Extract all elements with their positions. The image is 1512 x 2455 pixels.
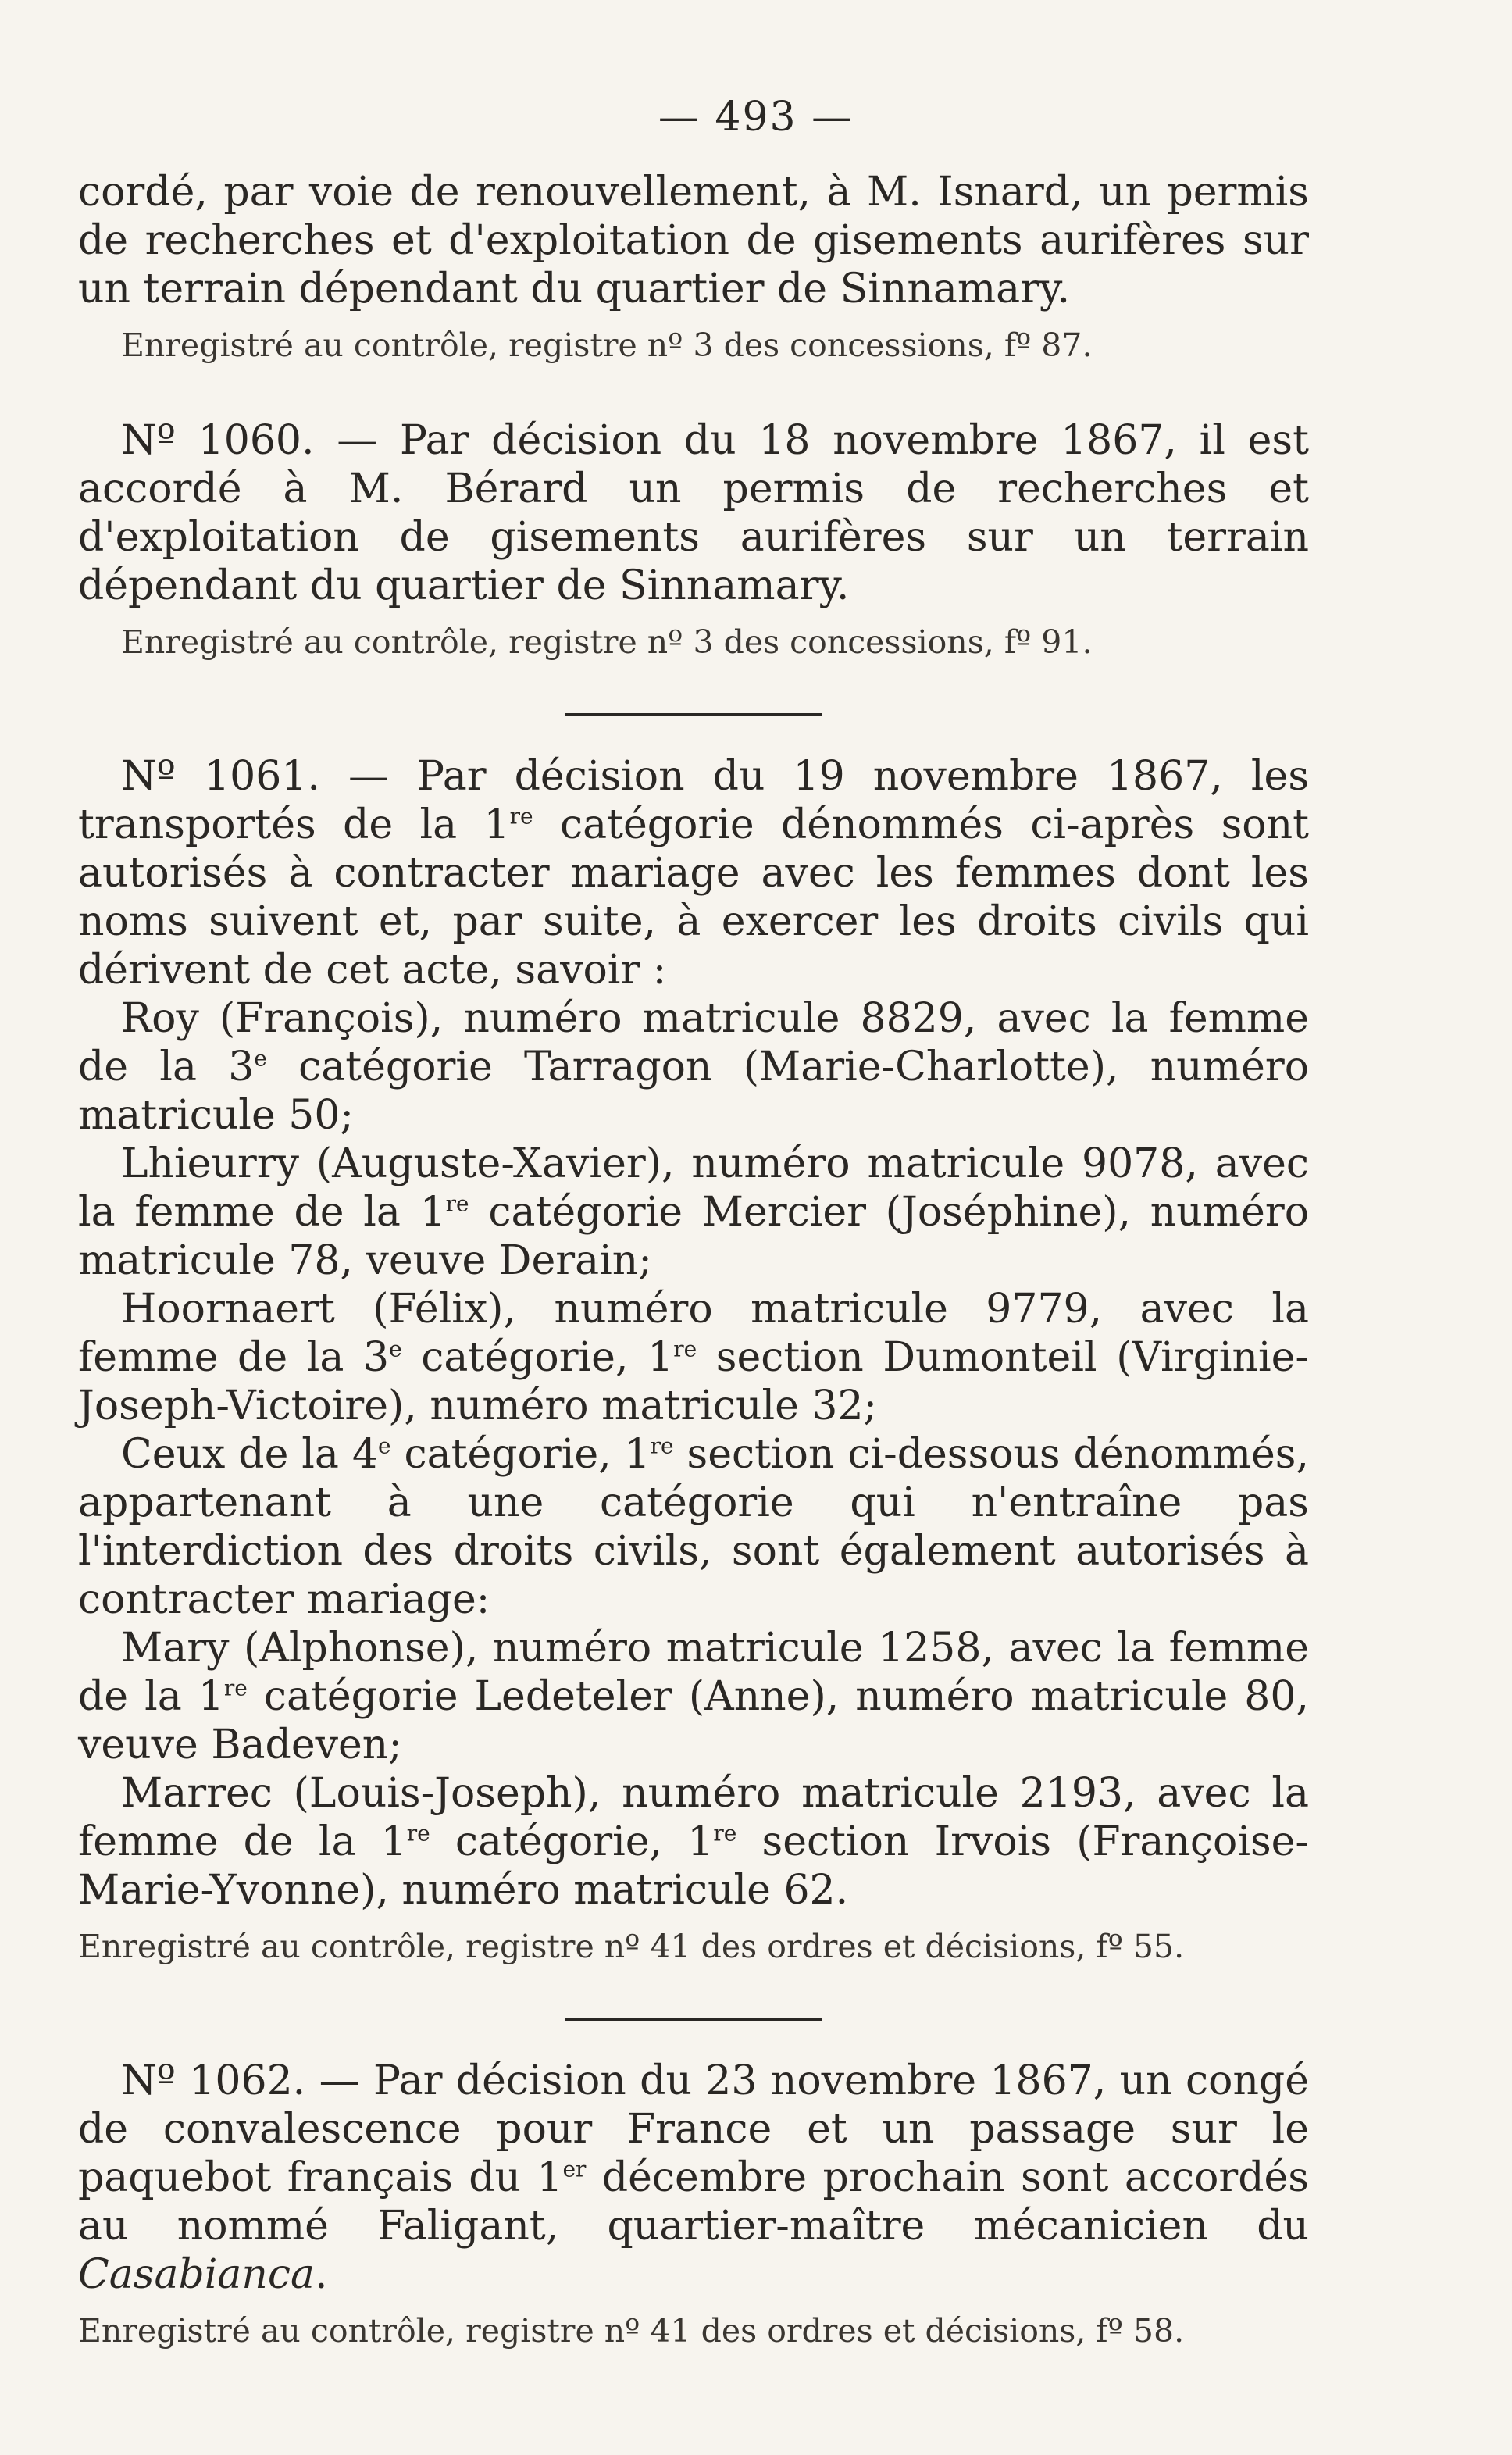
superscript: re: [406, 1820, 430, 1847]
item-text: Roy (François), numéro matricule 8829, avec la femme de la 3: [78, 995, 1309, 1090]
entry-1061: [78, 752, 1309, 994]
item-text-end: section Irvois (Françoise-Marie-Yvonne), numéro matricule 62.: [78, 1818, 1309, 1914]
entry-1060: Nº 1060. — Par décision du 18 novembre 1867, il est accordé à M. Bérard un permis de recherches et d'exploitation de gisements aurifères sur un terrain dépendant du quartier de Sinnamary.: [78, 417, 1309, 609]
entry-1061-text: Nº 1061. — Par décision du 19 novembre 1867, les transportés de la 1: [78, 753, 1309, 848]
superscript: e: [254, 1045, 267, 1072]
marriage-item-hoornaert: [78, 1285, 1309, 1430]
section-divider: [565, 713, 822, 716]
section-divider: [565, 2018, 822, 2021]
paragraph-gap: [78, 369, 1309, 416]
entry-1062-text-end: .: [315, 2251, 328, 2298]
superscript: re: [509, 803, 533, 830]
registration-note: Enregistré au contrôle, registre nº 3 des concessions, fº 91.: [121, 623, 1093, 661]
item-text-cont: catégorie Tarragon (Marie-Charlotte), numéro matricule 50;: [78, 1044, 1309, 1139]
item-text-cont: catégorie, 1: [401, 1334, 674, 1381]
superscript: re: [223, 1675, 248, 1701]
superscript: er: [562, 2156, 587, 2182]
item-text-cont: catégorie, 1: [430, 1818, 714, 1865]
item-text: Lhieurry (Auguste-Xavier), numéro matricule 9078, avec la femme de la 1: [78, 1140, 1309, 1236]
item-text: Ceux de la 4: [121, 1431, 378, 1478]
marriage-item-marrec: [78, 1769, 1309, 1914]
ship-name: Casabianca: [78, 2251, 316, 2298]
item-text: Mary (Alphonse), numéro matricule 1258, avec la femme de la 1: [78, 1625, 1309, 1720]
entry-1061-text-cont: catégorie dénommés ci-après sont autorisés à contracter mariage avec les femmes dont les noms suivent et, par suite, à exercer les droits civils qui dérivent de cet acte, savoir :: [78, 801, 1309, 994]
item-text-cont: catégorie, 1: [390, 1431, 651, 1478]
marriage-item-lhieurry: [78, 1140, 1309, 1285]
entry-1062: [78, 2057, 1309, 2299]
registration-note: Enregistré au contrôle, registre nº 41 des ordres et décisions, fº 55.: [78, 1928, 1185, 1965]
item-text: Hoornaert (Félix), numéro matricule 9779, avec la femme de la 3: [78, 1286, 1309, 1381]
superscript: re: [673, 1336, 697, 1362]
item-text: Marrec (Louis-Joseph), numéro matricule 2193, avec la femme de la 1: [78, 1770, 1309, 1865]
page-number: — 493 —: [658, 94, 854, 141]
text-column: [78, 168, 1309, 2355]
item-text-end: section Dumonteil (Virginie-Joseph-Victoire), numéro matricule 32;: [78, 1334, 1309, 1429]
category-4-intro: [78, 1430, 1309, 1624]
superscript: re: [713, 1820, 737, 1847]
entry-1062-text: Nº 1062. — Par décision du 23 novembre 1867, un congé de convalescence pour France et un passage sur le paquebot français du 1: [78, 2057, 1309, 2201]
superscript: e: [377, 1433, 391, 1459]
item-text-end: section ci-dessous dénommés, appartenant à une catégorie qui n'entraîne pas l'interdiction des droits civils, sont également autorisés à contracter mariage:: [78, 1431, 1309, 1623]
registration-note: Enregistré au contrôle, registre nº 3 des concessions, fº 87.: [121, 327, 1093, 364]
item-text-cont: catégorie Ledeteler (Anne), numéro matricule 80, veuve Badeven;: [78, 1673, 1309, 1768]
superscript: re: [650, 1433, 674, 1459]
marriage-item-roy: [78, 994, 1309, 1140]
entry-1062-text-cont: décembre prochain sont accordés au nommé Faligant, quartier-maître mécanicien du: [78, 2154, 1309, 2250]
continued-paragraph: cordé, par voie de renouvellement, à M. Isnard, un permis de recherches et d'exploitation de gisements aurifères sur un terrain dépendant du quartier de Sinnamary.: [78, 169, 1309, 312]
registration-note: Enregistré au contrôle, registre nº 41 des ordres et décisions, fº 58.: [78, 2312, 1185, 2350]
marriage-item-mary: [78, 1624, 1309, 1769]
item-text-cont: catégorie Mercier (Joséphine), numéro matricule 78, veuve Derain;: [78, 1189, 1310, 1284]
superscript: re: [445, 1190, 469, 1217]
superscript: e: [389, 1336, 402, 1362]
